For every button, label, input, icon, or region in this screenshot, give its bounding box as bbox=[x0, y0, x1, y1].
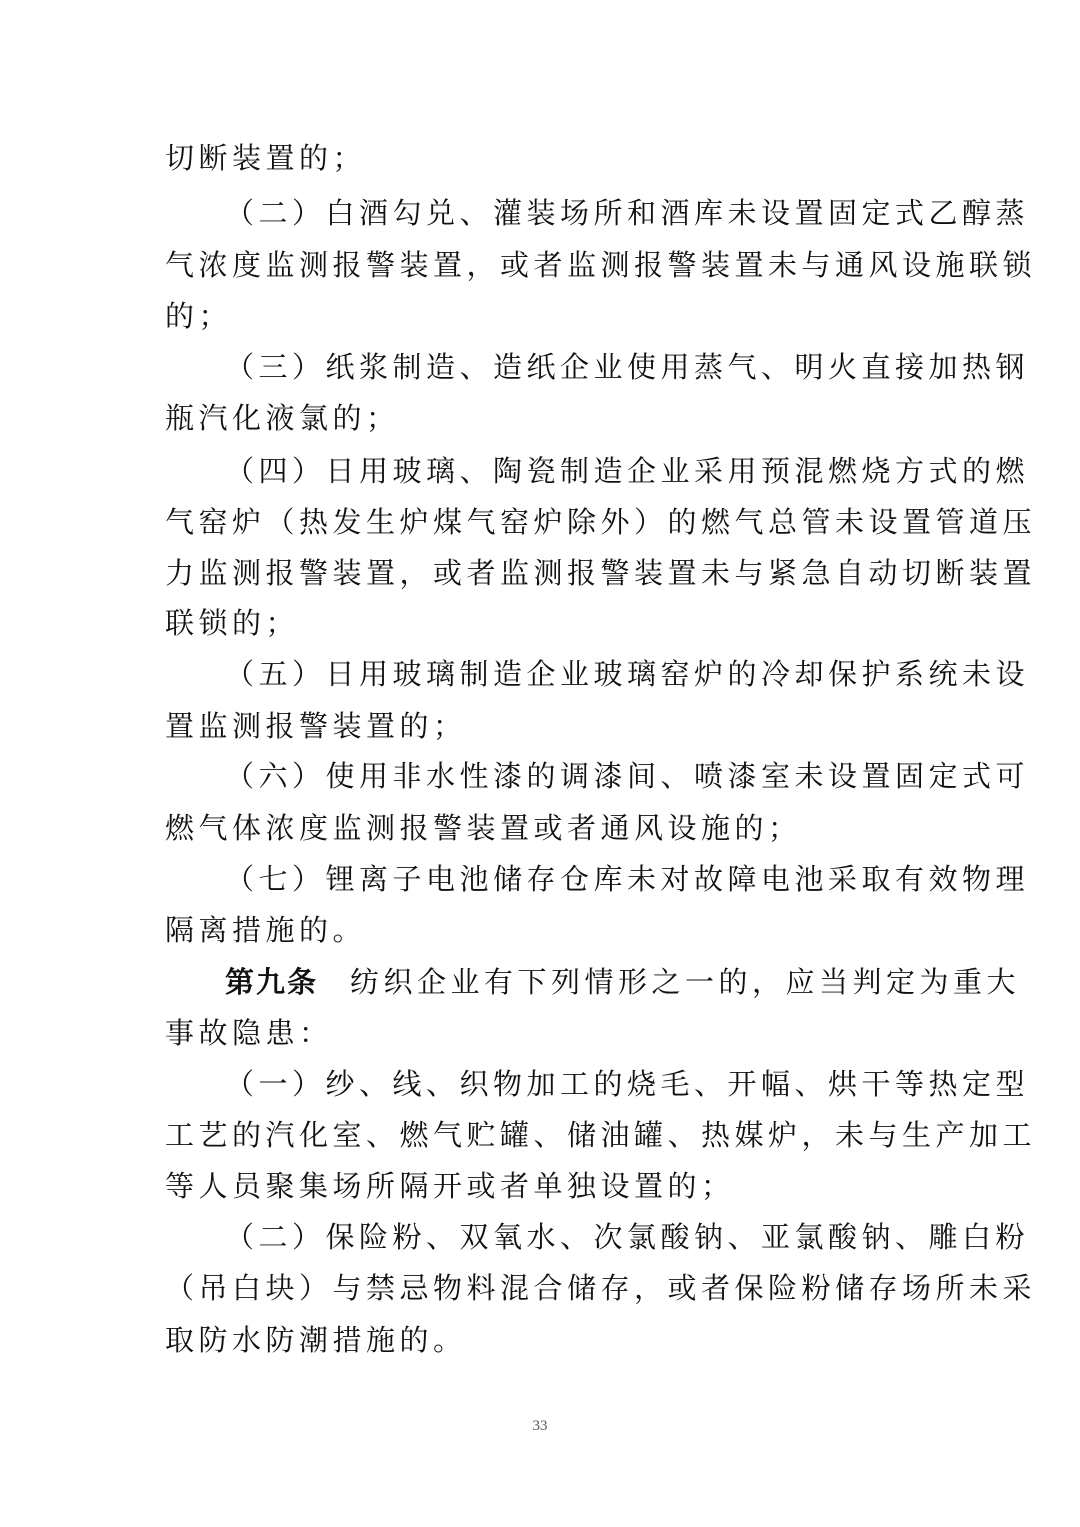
article-heading-line bbox=[225, 962, 1021, 1002]
article-text: 纺织企业有下列情形之一的，应当判定为重大 bbox=[350, 965, 1021, 999]
text-line: （吊白块）与禁忌物料混合储存，或者保险粉储存场所未采 bbox=[165, 1271, 1037, 1305]
text-line: 瓶汽化液氯的； bbox=[165, 401, 400, 435]
list-item-start: （二）保险粉、双氧水、次氯酸钠、亚氯酸钠、雕白粉 bbox=[225, 1220, 1030, 1254]
text-line: 隔离措施的。 bbox=[165, 913, 367, 947]
list-item-start: （四）日用玻璃、陶瓷制造企业采用预混燃烧方式的燃 bbox=[225, 454, 1030, 488]
text-line: 切断装置的； bbox=[165, 141, 367, 175]
list-item-start: （二）白酒勾兑、灌装场所和酒库未设置固定式乙醇蒸 bbox=[225, 196, 1030, 230]
text-line: 联锁的； bbox=[165, 606, 300, 640]
text-line: 力监测报警装置，或者监测报警装置未与紧急自动切断装置 bbox=[165, 556, 1037, 590]
list-item-start: （三）纸浆制造、造纸企业使用蒸气、明火直接加热钢 bbox=[225, 350, 1030, 384]
text-line: 取防水防潮措施的。 bbox=[165, 1323, 467, 1357]
text-line: 事故隐患： bbox=[165, 1016, 333, 1050]
text-line: 等人员聚集场所隔开或者单独设置的； bbox=[165, 1169, 735, 1203]
list-item-start: （七）锂离子电池储存仓库未对故障电池采取有效物理 bbox=[225, 862, 1030, 896]
text-line: 的； bbox=[165, 299, 233, 333]
text-line: 气浓度监测报警装置，或者监测报警装置未与通风设施联锁 bbox=[165, 248, 1037, 282]
list-item-start: （一）纱、线、织物加工的烧毛、开幅、烘干等热定型 bbox=[225, 1067, 1030, 1101]
text-line: 置监测报警装置的； bbox=[165, 709, 467, 743]
article-number: 第九条 bbox=[225, 965, 319, 999]
page-number: 33 bbox=[532, 1418, 548, 1434]
text-line: 气窑炉（热发生炉煤气窑炉除外）的燃气总管未设置管道压 bbox=[165, 505, 1037, 539]
text-line: 燃气体浓度监测报警装置或者通风设施的； bbox=[165, 811, 802, 845]
list-item-start: （五）日用玻璃制造企业玻璃窑炉的冷却保护系统未设 bbox=[225, 657, 1030, 691]
text-line: 工艺的汽化室、燃气贮罐、储油罐、热媒炉，未与生产加工 bbox=[165, 1118, 1037, 1152]
list-item-start: （六）使用非水性漆的调漆间、喷漆室未设置固定式可 bbox=[225, 759, 1030, 793]
